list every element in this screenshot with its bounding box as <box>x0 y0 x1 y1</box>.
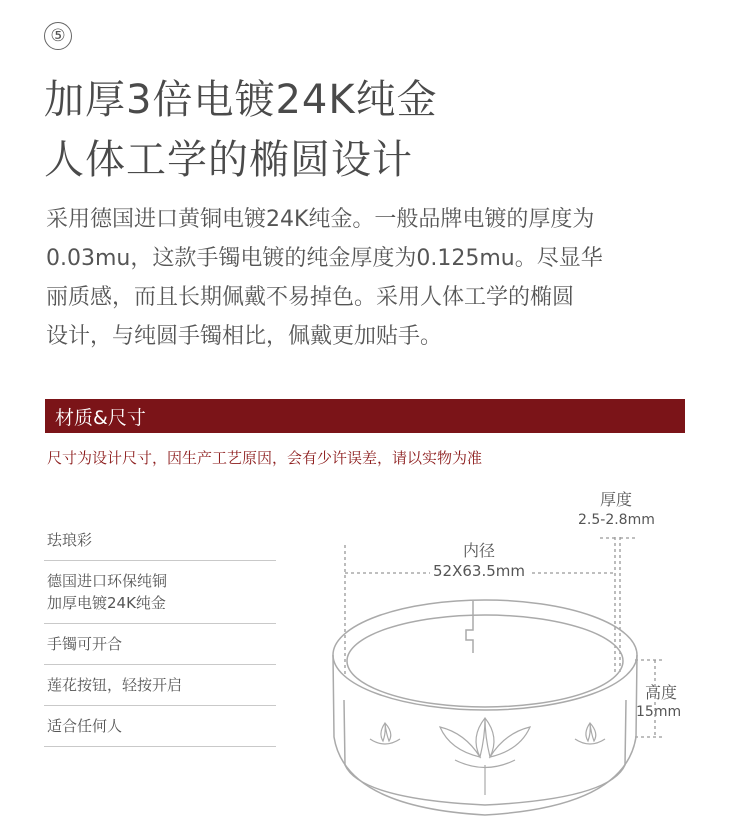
feature-item: 莲花按钮，轻按开启 <box>44 665 276 706</box>
materials-header-band <box>45 399 685 433</box>
inner-diameter-label: 内径 <box>463 541 496 560</box>
headline-line-2: 人体工学的椭圆设计 <box>44 137 413 183</box>
feature-list <box>44 520 276 747</box>
feature-item: 珐琅彩 <box>44 520 276 561</box>
bangle-illustration <box>300 475 710 829</box>
height-label: 高度 <box>645 683 678 702</box>
description-line: 采用德国进口黄铜电镀24K纯金。一般品牌电镀的厚度为 <box>46 207 595 232</box>
materials-title: 材质&尺寸 <box>55 407 146 429</box>
inner-diameter-value: 52X63.5mm <box>430 562 528 580</box>
feature-item: 适合任何人 <box>44 706 276 747</box>
thickness-value: 2.5-2.8mm <box>578 512 655 528</box>
description <box>46 200 696 356</box>
thickness-label: 厚度 <box>600 490 633 509</box>
section-number-icon: ⑤ <box>44 22 72 50</box>
headline-line-1: 加厚3倍电镀24K纯金 <box>44 77 438 123</box>
height-value: 15mm <box>636 704 682 720</box>
feature-item: 手镯可开合 <box>44 624 276 665</box>
size-note: 尺寸为设计尺寸，因生产工艺原因，会有少许误差，请以实物为准 <box>47 449 483 467</box>
description-line: 0.03mu，这款手镯电镀的纯金厚度为0.125mu。尽显华 <box>46 246 603 271</box>
description-line: 丽质感，而且长期佩戴不易掉色。采用人体工学的椭圆 <box>46 285 575 310</box>
description-line: 设计，与纯圆手镯相比，佩戴更加贴手。 <box>46 324 443 349</box>
feature-item: 德国进口环保纯铜 加厚电镀24K纯金 <box>44 561 276 624</box>
